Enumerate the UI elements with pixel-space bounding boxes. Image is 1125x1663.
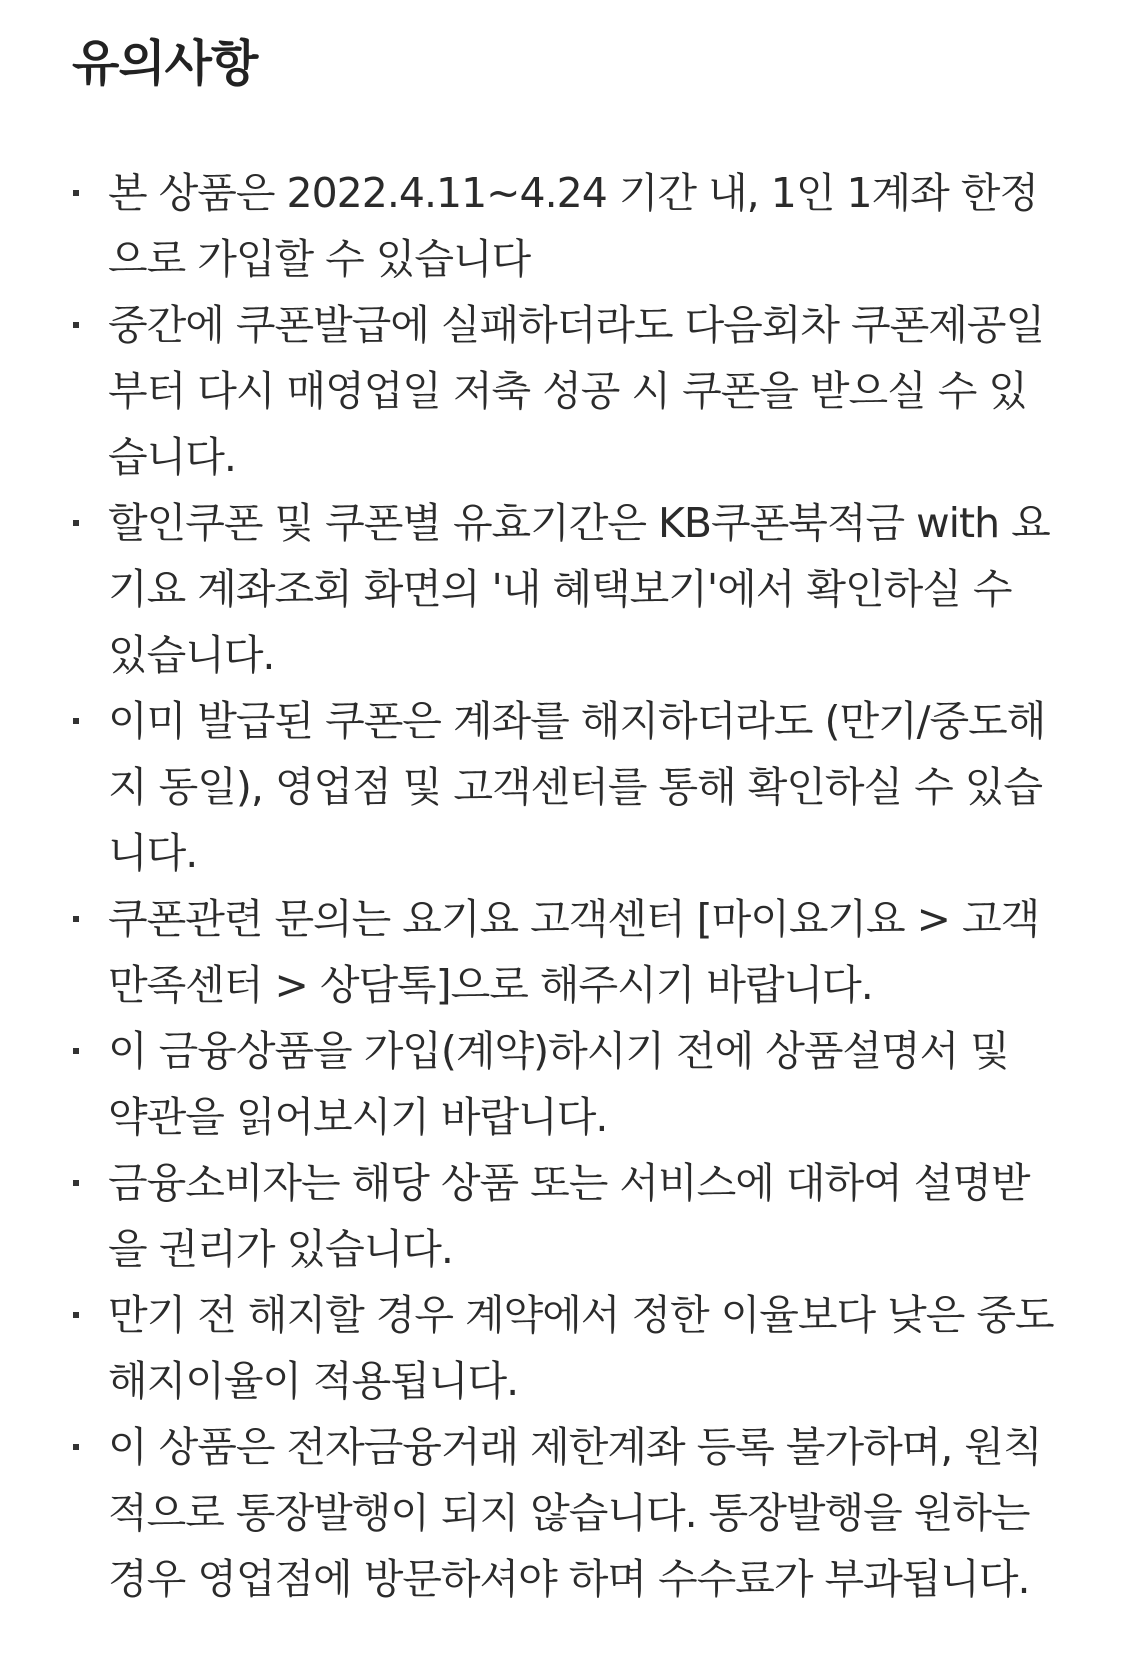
notice-text: 할인쿠폰 및 쿠폰별 유효기간은 KB쿠폰북적금 with 요기요 계좌조회 화면의 '내 혜택보기'에서 확인하실 수 있습니다. [108, 499, 1050, 679]
notice-text: 이 상품은 전자금융거래 제한계좌 등록 불가하며, 원칙적으로 통장발행이 되지 않습니다. 통장발행을 원하는 경우 영업점에 방문하셔야 하며 수수료가 부과됩니다. [108, 1423, 1042, 1603]
notice-list [72, 160, 1085, 1612]
bullet-icon [73, 1312, 79, 1318]
notice-item [72, 1282, 1058, 1414]
notice-item [72, 490, 1058, 688]
notice-text: 금융소비자는 해당 상품 또는 서비스에 대하여 설명받을 권리가 있습니다. [108, 1159, 1030, 1273]
notice-item [72, 886, 1058, 1018]
notice-text: 중간에 쿠폰발급에 실패하더라도 다음회차 쿠폰제공일부터 다시 매영업일 저축 성공 시 쿠폰을 받으실 수 있습니다. [108, 301, 1045, 481]
bullet-icon [73, 520, 79, 526]
notice-item [72, 1414, 1058, 1612]
notice-text: 만기 전 해지할 경우 계약에서 정한 이율보다 낮은 중도해지이율이 적용됩니다. [108, 1291, 1054, 1405]
notice-text: 이미 발급된 쿠폰은 계좌를 해지하더라도 (만기/중도해지 동일), 영업점 및 고객센터를 통해 확인하실 수 있습니다. [108, 697, 1046, 877]
notice-item [72, 1150, 1058, 1282]
bullet-icon [73, 1444, 79, 1450]
notice-item [72, 292, 1058, 490]
notice-item [72, 1018, 1058, 1150]
notice-item [72, 160, 1058, 292]
notice-text: 본 상품은 2022.4.11~4.24 기간 내, 1인 1계좌 한정으로 가입할 수 있습니다 [108, 169, 1039, 283]
bullet-icon [73, 1048, 79, 1054]
bullet-icon [73, 1180, 79, 1186]
page-title: 유의사항 [72, 35, 258, 92]
bullet-icon [73, 718, 79, 724]
notice-item [72, 688, 1058, 886]
bullet-icon [73, 322, 79, 328]
notice-text: 이 금융상품을 가입(계약)하시기 전에 상품설명서 및 약관을 읽어보시기 바랍니다. [108, 1027, 1009, 1141]
notice-text: 쿠폰관련 문의는 요기요 고객센터 [마이요기요 > 고객만족센터 > 상담톡]으로 해주시기 바랍니다. [108, 895, 1040, 1009]
bullet-icon [73, 916, 79, 922]
bullet-icon [73, 190, 79, 196]
